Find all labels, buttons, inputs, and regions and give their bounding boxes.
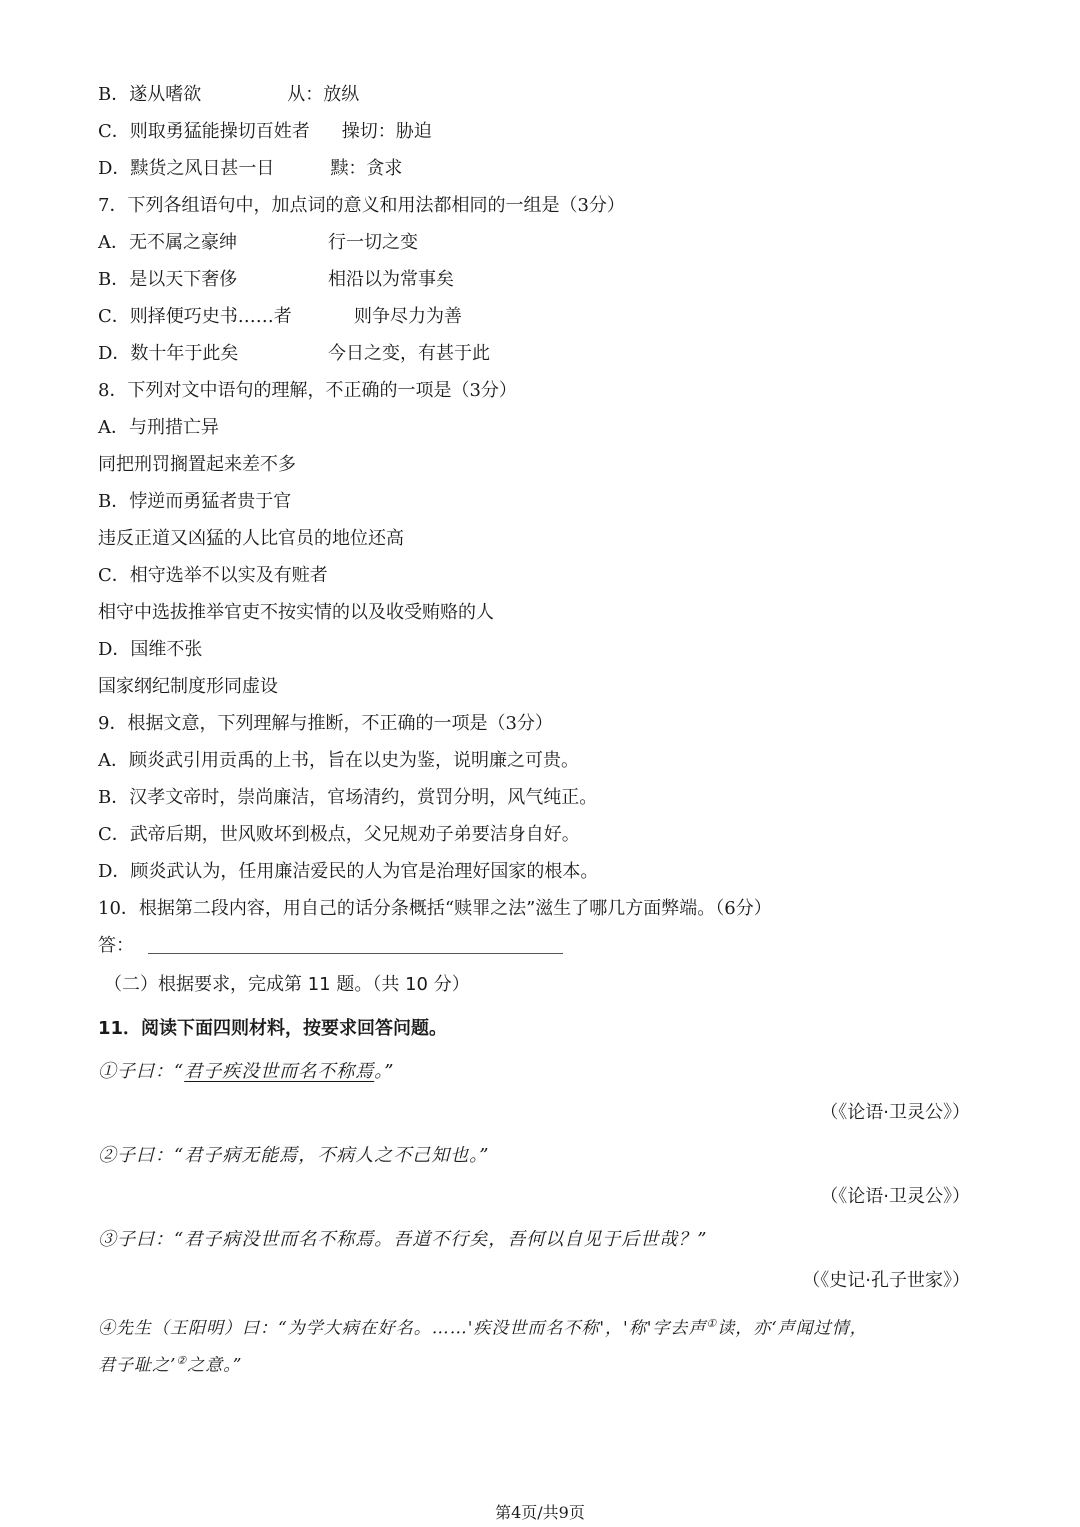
footnote-marker: ① xyxy=(706,1317,718,1330)
q8-option-b-meaning: 违反正道又凶猛的人比官员的地位还高 xyxy=(98,528,404,549)
material-4-line-1: ④先生（王阳明）曰：“为学大病在好名。……'疾没世而名不称'，'称'字去声①读，亦‘声闻过情， xyxy=(98,1317,868,1339)
material-2-source: （《论语·卫灵公》） xyxy=(820,1186,970,1207)
q9-option-b: B．汉孝文帝时，崇尚廉洁，官场清约，赏罚分明，风气纯正。 xyxy=(98,787,598,808)
q7-option-a: A．无不属之豪绅 行一切之变 xyxy=(98,232,418,253)
q6-option-c: C．则取勇猛能操切百姓者 操切：胁迫 xyxy=(98,121,432,142)
footnote-marker: ② xyxy=(176,1354,188,1367)
underlined-quote: 君子疾没世而名不称焉 xyxy=(184,1061,375,1082)
answer-label: 答： xyxy=(98,935,134,956)
q9-option-c: C．武帝后期，世风败坏到极点，父兄规劝子弟要洁身自好。 xyxy=(98,824,580,845)
q7-option-b: B．是以天下奢侈 相沿以为常事矣 xyxy=(98,269,454,290)
q6-option-b: B．遂从嗜欲 从：放纵 xyxy=(98,84,360,105)
material-3-source: （《史记·孔子世家》） xyxy=(802,1270,970,1291)
q8-option-c: C．相守选举不以实及有赃者 xyxy=(98,565,328,586)
q9-stem: 9．根据文意，下列理解与推断，不正确的一项是（3分） xyxy=(98,713,553,734)
q8-option-d-meaning: 国家纲纪制度形同虚设 xyxy=(98,676,278,697)
q9-option-d: D．顾炎武认为，任用廉洁爱民的人为官是治理好国家的根本。 xyxy=(98,861,599,882)
q8-option-a: A．与刑措亡异 xyxy=(98,417,219,438)
material-3: ③子曰：“君子病没世而名不称焉。吾道不行矣，吾何以自见于后世哉？” xyxy=(98,1229,708,1250)
q7-option-c: C．则择便巧史书……者 则争尽力为善 xyxy=(98,306,462,327)
page-number: 第4页/共9页 xyxy=(495,1503,585,1522)
q6-option-d: D．黩货之风日甚一日 黩：贪求 xyxy=(98,158,403,179)
q7-option-d: D．数十年于此矣 今日之变，有甚于此 xyxy=(98,343,490,364)
q8-stem: 8．下列对文中语句的理解，不正确的一项是（3分） xyxy=(98,380,517,401)
q9-option-a: A．顾炎武引用贡禹的上书，旨在以史为鉴，说明廉之可贵。 xyxy=(98,750,579,771)
q7-stem: 7．下列各组语句中，加点词的意义和用法都相同的一组是（3分） xyxy=(98,195,625,216)
material-1: ①子曰：“君子疾没世而名不称焉。” xyxy=(98,1061,395,1082)
q10-answer xyxy=(98,934,563,958)
q10-stem: 10．根据第二段内容，用自己的话分条概括“赎罪之法”滋生了哪几方面弊端。（6分） xyxy=(98,898,772,919)
section-heading: （二）根据要求，完成第 11 题。（共 10 分） xyxy=(104,974,470,995)
q8-option-d: D．国维不张 xyxy=(98,639,203,660)
q11-stem: 11．阅读下面四则材料，按要求回答问题。 xyxy=(98,1018,448,1039)
material-2: ②子曰：“君子病无能焉，不病人之不己知也。” xyxy=(98,1145,490,1166)
material-1-source: （《论语·卫灵公》） xyxy=(820,1102,970,1123)
answer-blank-line[interactable] xyxy=(148,939,563,954)
material-4-line-2: 君子耻之’②之意。” xyxy=(98,1354,243,1376)
q8-option-a-meaning: 同把刑罚搁置起来差不多 xyxy=(98,454,296,475)
q8-option-c-meaning: 相守中选拔推举官吏不按实情的以及收受贿赂的人 xyxy=(98,602,494,623)
q8-option-b: B．悖逆而勇猛者贵于官 xyxy=(98,491,292,512)
